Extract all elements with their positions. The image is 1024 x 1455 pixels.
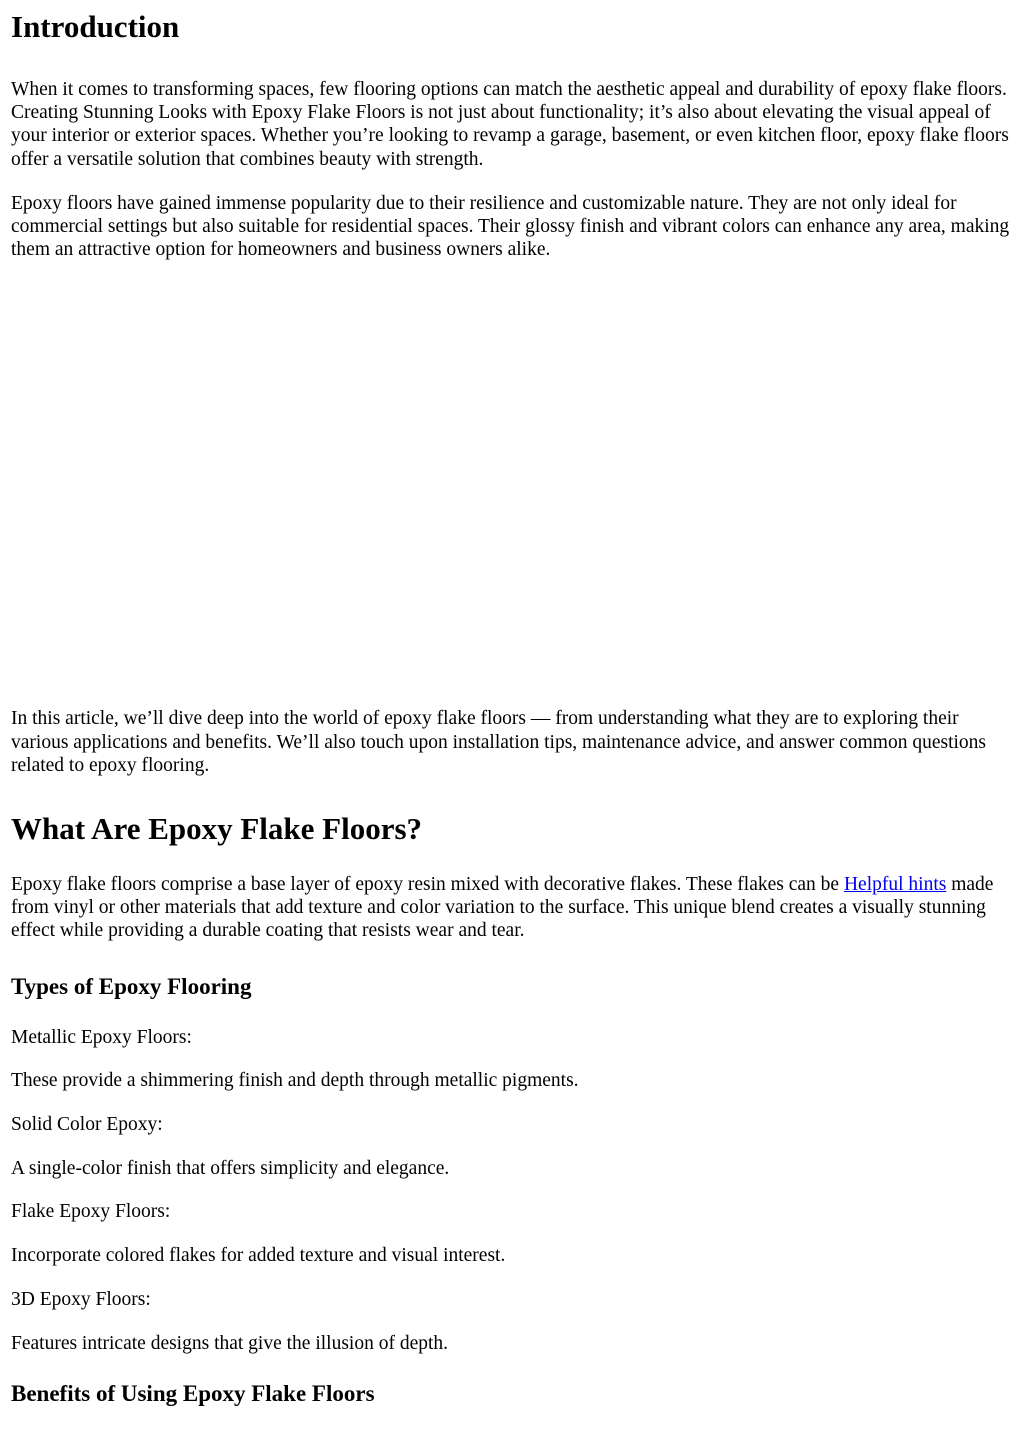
what-are-text-before-link: Epoxy flake floors comprise a base layer of epoxy resin mixed with decorative flakes. These flakes can be	[11, 874, 844, 896]
type-desc-flake: Incorporate colored flakes for added texture and visual interest.	[11, 1245, 506, 1267]
type-name-metallic: Metallic Epoxy Floors:	[11, 1026, 192, 1048]
intro-heading: Introduction	[11, 9, 180, 44]
benefits-heading: Benefits of Using Epoxy Flake Floors	[11, 1380, 375, 1406]
what-are-heading: What Are Epoxy Flake Floors?	[11, 811, 423, 847]
helpful-hints-link[interactable]: Helpful hints	[843, 874, 947, 896]
type-name-solid: Solid Color Epoxy:	[11, 1114, 163, 1136]
type-desc-3d: Features intricate designs that give the illusion of depth.	[11, 1332, 449, 1354]
what-are-text-after-link: made from vinyl or other materials that add texture and color variation to the surface. This unique blend creates a visually stunning effect while providing a durable coating that resists wear and tear.	[11, 874, 994, 942]
type-name-flake: Flake Epoxy Floors:	[11, 1201, 171, 1223]
type-desc-solid: A single-color finish that offers simplicity and elegance.	[11, 1157, 450, 1179]
intro-paragraph-2: Epoxy floors have gained immense popularity due to their resilience and customizable nature. They are not only ideal for commercial settings but also suitable for residential spaces. Their glossy finish and vibrant colors can enhance any area, making them an attractive option for homeowners and business owners alike.	[11, 192, 1010, 261]
article	[0, 9, 1024, 1408]
intro-paragraph-1: When it comes to transforming spaces, few flooring options can match the aesthetic appeal and durability of epoxy flake floors. Creating Stunning Looks with Epoxy Flake Floors is not just about functionality; it’s also about elevating the visual appeal of your interior or exterior spaces. Whether you’re looking to revamp a garage, basement, or even kitchen floor, epoxy flake floors offer a versatile solution that combines beauty with strength.	[11, 79, 1009, 170]
types-heading: Types of Epoxy Flooring	[11, 973, 252, 999]
intro-paragraph-3: In this article, we’ll dive deep into the world of epoxy flake floors — from understanding what they are to exploring their various applications and benefits. We’ll also touch upon installation tips, maintenance advice, and answer common questions related to epoxy flooring.	[11, 708, 986, 776]
what-are-paragraph	[11, 873, 1014, 943]
type-name-3d: 3D Epoxy Floors:	[11, 1288, 151, 1310]
blank-image-area	[11, 261, 1014, 686]
type-desc-metallic: These provide a shimmering finish and depth through metallic pigments.	[11, 1070, 579, 1092]
